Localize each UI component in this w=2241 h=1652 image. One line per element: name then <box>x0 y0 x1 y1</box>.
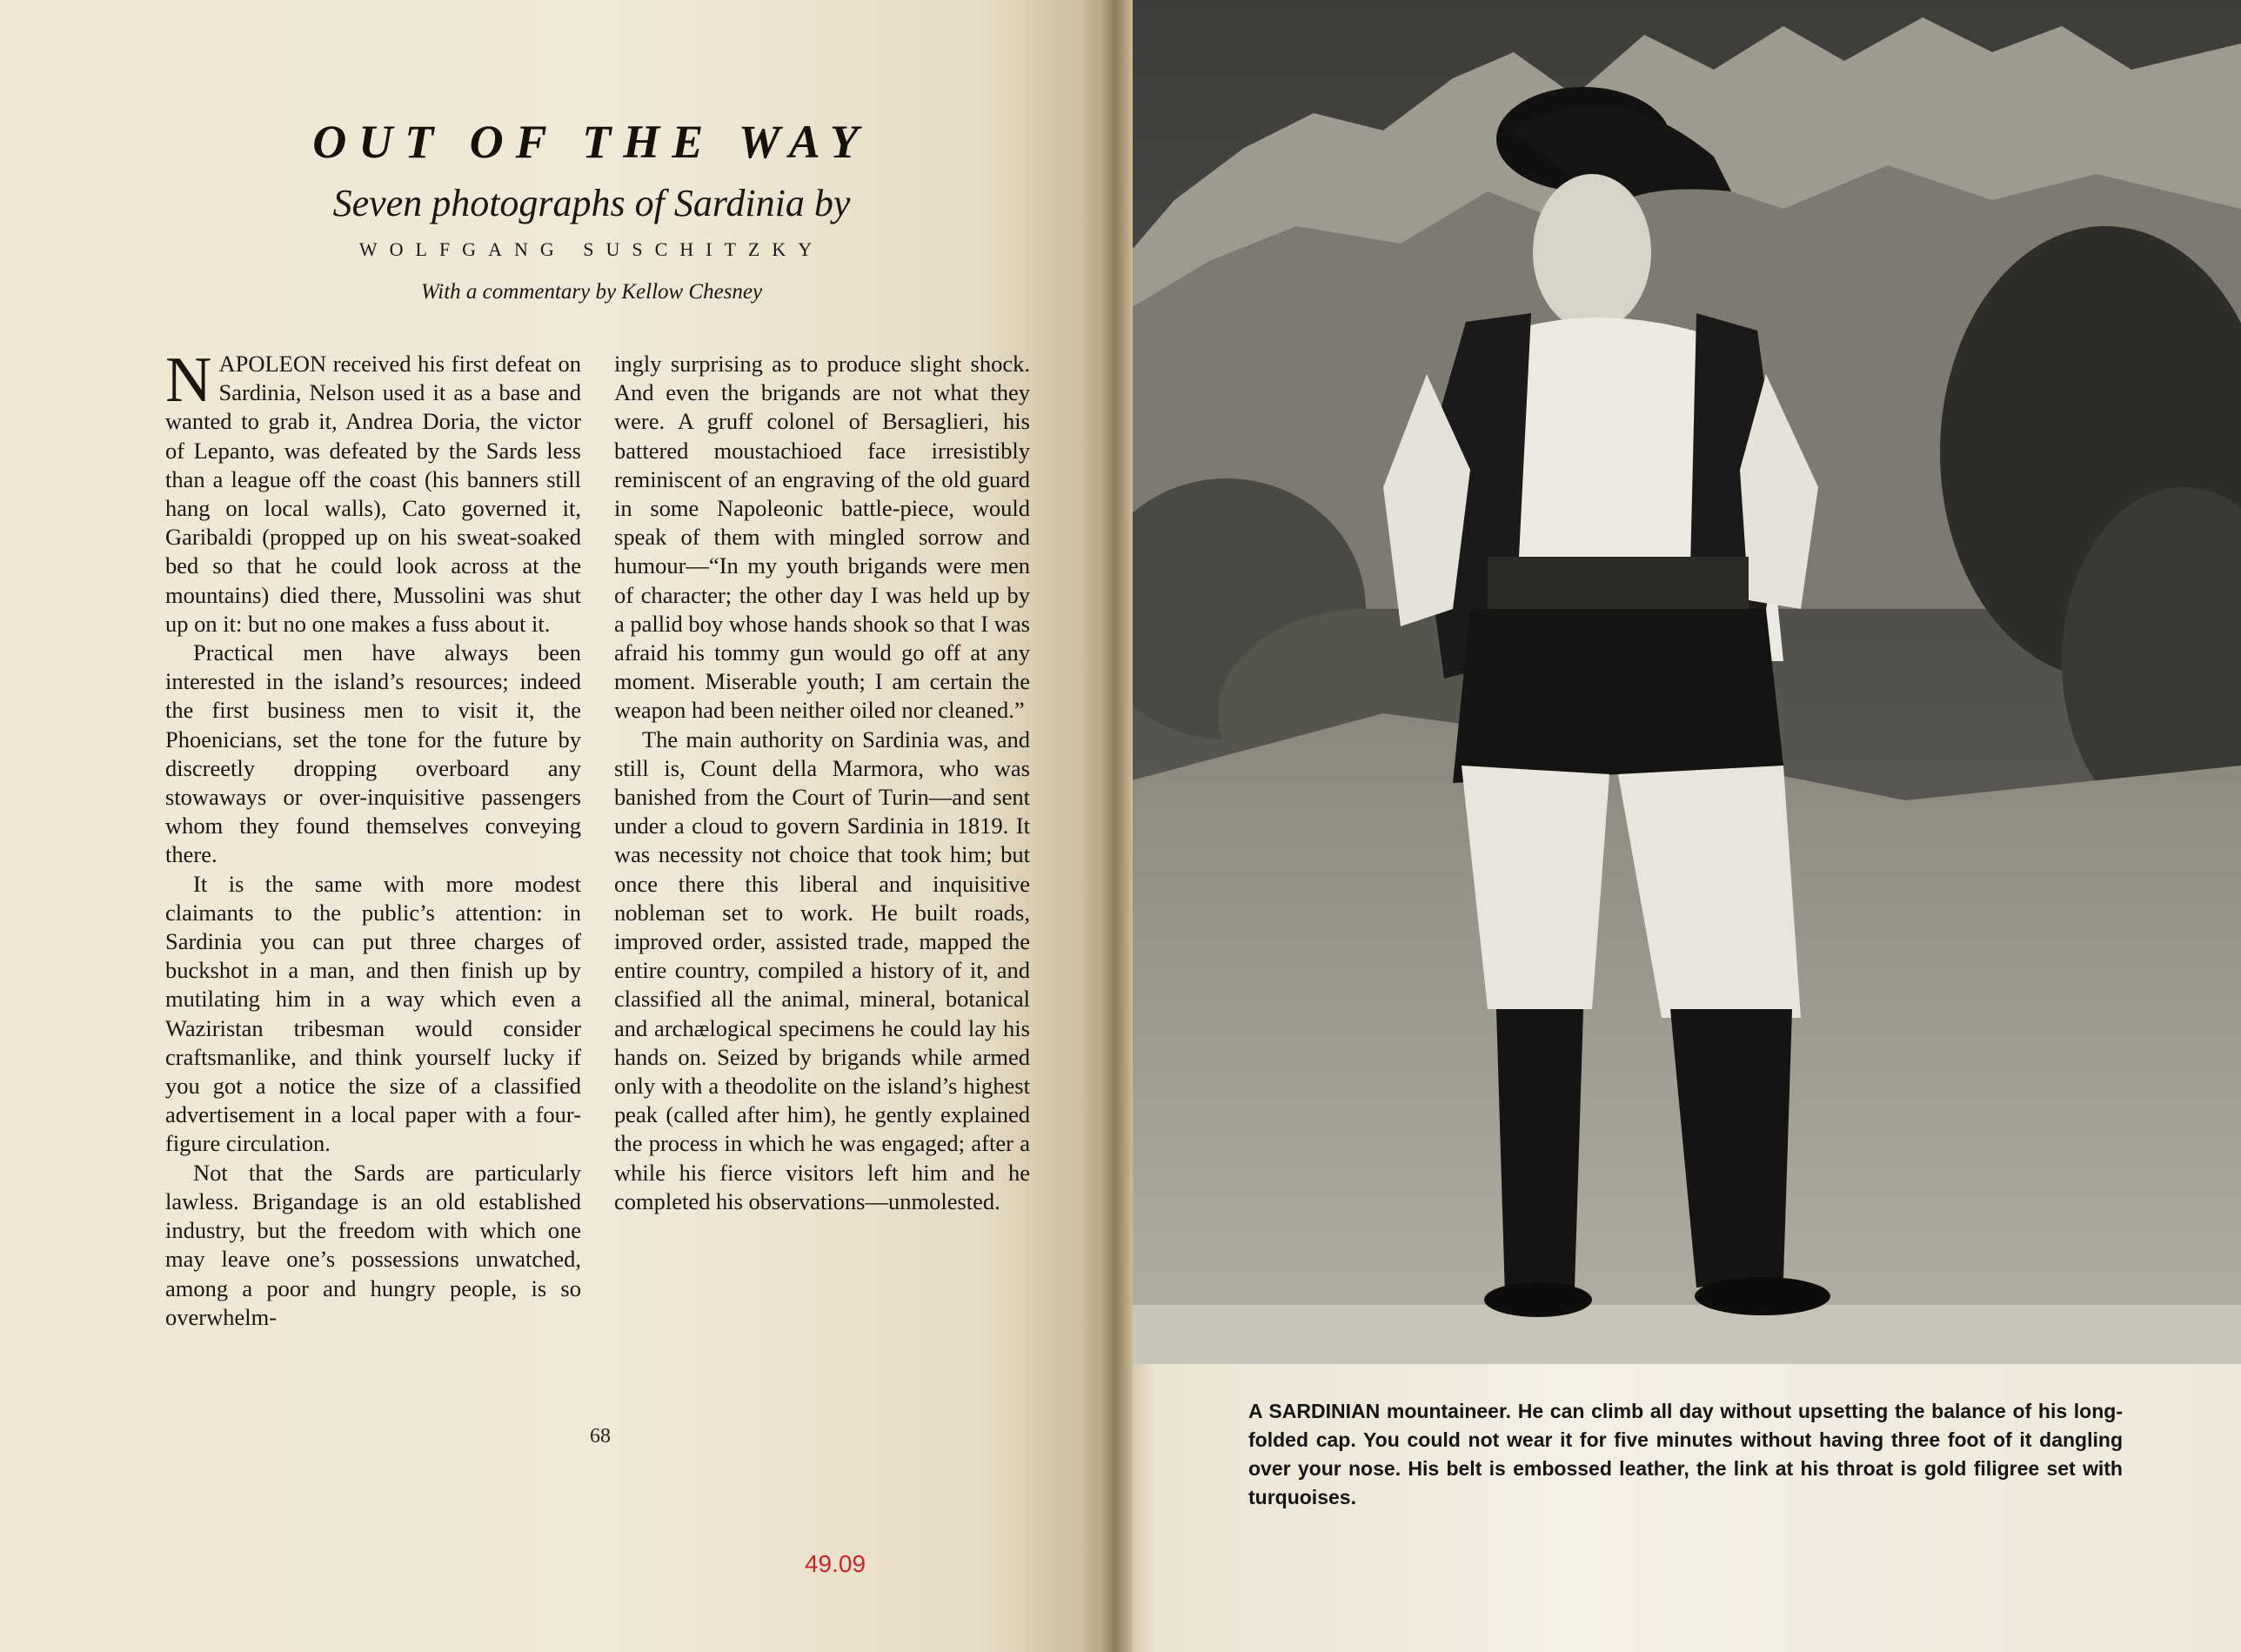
article-title: OUT OF THE WAY <box>312 116 871 168</box>
paragraph <box>165 344 581 639</box>
paragraph-text: APOLEON received his first defeat on Sardinia, Nelson used it as a base and wanted to grab it, Andrea Doria, the victor of Lepanto, was defeated by the Sards less than a league off the coast (his banners still hang on local walls), Cato governed it, Garibaldi (propped up on his sweat-soaked bed so that he could look across at the mountains) died there, Mussolini was shut up on it: but no one makes a fuss about it. <box>165 351 581 637</box>
text-column-1 <box>165 344 581 1332</box>
page-gutter <box>1098 0 1133 1652</box>
article-subtitle: Seven photographs of Sardinia by <box>332 182 851 224</box>
drop-cap: N <box>165 344 212 416</box>
text-column-2 <box>614 350 1030 1216</box>
page-number: 68 <box>590 1425 611 1448</box>
paragraph: ingly surprising as to produce slight shock. And even the brigands are not what they were. A gruff colonel of Bersaglieri, his battered moustachioed face irresistibly reminiscent of an engraving of the old guard in some Napoleonic battle-piece, would speak of them with mingled sorrow and humour—“In my youth brigands were men of character; the other day I was held up by a pallid boy whose hands shook so that I was afraid his tommy gun would go off at any moment. Miserable youth; I am certain the weapon had been neither oiled nor cleaned.” <box>614 351 1030 724</box>
photograph-sardinian-mountaineer <box>1122 0 2241 1364</box>
paragraph: It is the same with more modest claimants to the public’s attention: in Sardinia you can put three charges of buckshot in a man, and then finish up by mutilating him in a way which even a Waziristan tribesman would consider craftsmanlike, and think yourself lucky if you got a notice the size of a classified advertisement in a local paper with a four-figure circulation. <box>165 870 581 1157</box>
photo-caption: A SARDINIAN mountaineer. He can climb all day without upsetting the balance of his long-folded cap. You could not wear it for five minutes without having three foot of it dangling over your nose. His belt is embossed leather, the link at his throat is gold filigree set with turquoises. <box>1248 1400 2123 1508</box>
article-author: WOLFGANG SUSCHITZKY <box>358 238 825 260</box>
paragraph: Not that the Sards are particularly lawless. Brigandage is an old established industry, but the freedom with which one may leave one’s possessions unwatched, among a poor and hungry people, is so overwhelm- <box>165 1159 581 1330</box>
paragraph: The main authority on Sardinia was, and still is, Count della Marmora, who was banished from the Court of Turin—and sent under a cloud to govern Sardinia in 1819. It was necessity not choice that took him; but once there this liberal and inquisitive nobleman set to work. He built roads, improved order, assisted trade, mapped the entire country, compiled a history of it, and classified all the animal, mineral, botanical and archælogical specimens he could lay his hands on. Seized by brigands while armed only with a theodolite on the island’s highest peak (called after him), he gently explained the process in which he was engaged; after a while his fierce visitors left him and he completed his observations—unmolested. <box>614 726 1030 1214</box>
archive-stamp: 49.09 <box>804 1550 866 1577</box>
paragraph: Practical men have always been interested in the island’s resources; indeed the first business men to visit it, the Phoenicians, set the tone for the future by discreetly dropping overboard any stowaways or over-inquisitive passengers whom they found themselves conveying there. <box>165 639 581 868</box>
article-commentary-credit: With a commentary by Kellow Chesney <box>420 280 763 304</box>
photograph-illustration <box>1122 0 2241 1364</box>
